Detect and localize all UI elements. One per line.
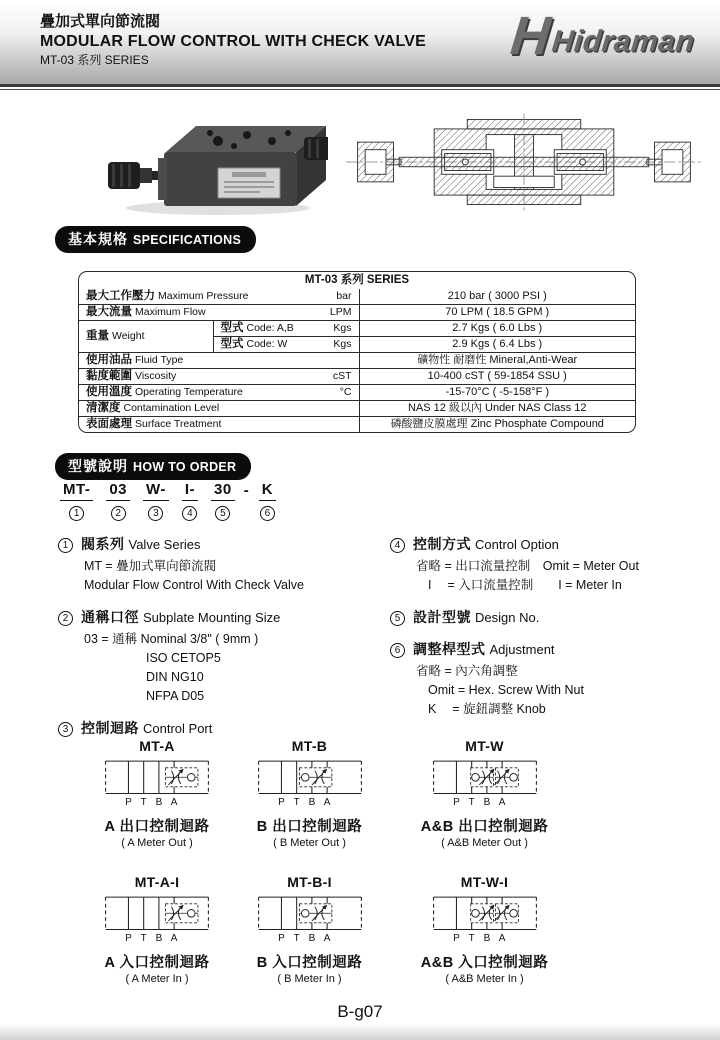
spec-label: 黏度範圍 Viscosity cST	[79, 369, 359, 385]
code-segment	[211, 482, 235, 521]
order-title-en: HOW TO ORDER	[133, 460, 237, 474]
code-separator: -	[243, 482, 249, 499]
code-token: I-	[182, 482, 198, 501]
spec-label: 最大工作壓力 Maximum Pressure bar	[79, 289, 359, 305]
order-items-left	[58, 534, 388, 750]
diagram-caption-zh: A&B 出口控制迴路	[420, 819, 549, 835]
order-item-title: 4 控制方式 Control Option	[390, 534, 714, 554]
spec-value: 礦物性 耐磨性 Mineral,Anti-Wear	[359, 353, 635, 369]
diagram-model-name: MT-W-I	[460, 874, 509, 890]
diagram-caption-en: ( B Meter Out )	[273, 837, 346, 849]
logo-h-icon: H	[507, 6, 553, 66]
diagram-caption-zh: A 入口控制迴路	[104, 955, 210, 971]
code-segment-number: 6	[260, 506, 275, 521]
svg-text:B: B	[308, 796, 315, 808]
svg-text:P: P	[277, 932, 285, 944]
svg-text:B: B	[483, 932, 490, 944]
control-port-diagram	[232, 738, 387, 849]
order-item	[58, 718, 388, 738]
svg-text:A: A	[323, 932, 330, 944]
valve-symbol	[98, 893, 216, 945]
spec-row	[79, 401, 635, 417]
spec-title-zh: 基本規格	[68, 231, 128, 247]
order-item-line: DIN NG10	[146, 670, 204, 684]
order-item	[390, 639, 714, 719]
svg-text:A: A	[170, 796, 178, 808]
order-item-line: ISO CETOP5	[146, 651, 221, 665]
svg-text:T: T	[140, 796, 147, 808]
page-header	[0, 0, 720, 84]
bottom-fade	[0, 1024, 720, 1040]
order-item-line: I = 入口流量控制 I = Meter In	[428, 578, 622, 592]
svg-text:A: A	[498, 932, 505, 944]
order-item-line: Modular Flow Control With Check Valve	[84, 578, 304, 592]
order-item-line: 省略 = 內六角調整	[416, 664, 518, 678]
order-item-line: K = 旋鈕調整 Knob	[428, 702, 546, 716]
svg-text:A: A	[498, 796, 505, 808]
spec-row	[79, 305, 635, 321]
valve-product-photo	[100, 100, 328, 223]
order-item	[58, 534, 388, 595]
spec-row	[79, 385, 635, 401]
svg-text:B: B	[308, 932, 315, 944]
spec-value: 210 bar ( 3000 PSI )	[359, 289, 635, 305]
valve-symbol	[251, 757, 369, 809]
svg-text:T: T	[140, 932, 147, 944]
svg-text:P: P	[125, 796, 132, 808]
diagram-model-name: MT-A-I	[134, 874, 180, 890]
spec-table-header: MT-03 系列 SERIES	[304, 274, 410, 287]
spec-value: -15-70°C ( -5-158°F )	[359, 385, 635, 401]
valve-symbol	[251, 893, 369, 945]
spec-table-header-row	[79, 272, 635, 289]
spec-value: 70 LPM ( 18.5 GPM )	[359, 305, 635, 321]
diagram-model-name: MT-W	[465, 738, 504, 754]
diagram-caption-zh: B 入口控制迴路	[256, 955, 363, 971]
header-rule-thick	[0, 84, 720, 87]
page-number: B-g07	[337, 1002, 383, 1021]
svg-text:P: P	[452, 796, 460, 808]
order-item-line: NFPA D05	[146, 689, 205, 703]
code-token: MT-	[60, 482, 93, 501]
svg-text:A: A	[323, 796, 330, 808]
order-item-line: MT = 疊加式單向節流閥	[84, 559, 217, 573]
diagram-caption-zh: B 出口控制迴路	[256, 819, 363, 835]
valve-cross-section-drawing	[333, 110, 715, 219]
spec-label: 最大流量 Maximum Flow LPM	[79, 305, 359, 321]
svg-text:P: P	[452, 932, 460, 944]
control-port-diagram	[82, 738, 232, 849]
spec-value: 2.9 Kgs ( 6.4 Lbs )	[359, 337, 635, 353]
spec-label: 使用油品 Fluid Type	[79, 353, 359, 369]
svg-text:T: T	[293, 932, 300, 944]
item-number: 1	[58, 538, 73, 553]
spec-row	[79, 321, 635, 337]
valve-symbol	[98, 757, 216, 809]
diagram-caption-en: ( A&B Meter In )	[445, 973, 524, 985]
order-item-title: 1 閥系列 Valve Series	[58, 534, 388, 554]
svg-text:B: B	[155, 932, 163, 944]
order-item-line: 03 = 通稱 Nominal 3/8" ( 9mm )	[84, 632, 259, 646]
spec-value: NAS 12 級以內 Under NAS Class 12	[359, 401, 635, 417]
svg-text:B: B	[483, 796, 490, 808]
diagram-caption-en: ( A Meter In )	[125, 973, 189, 985]
code-segment-number: 1	[69, 506, 84, 521]
control-port-diagram	[232, 874, 387, 985]
order-item-title: 5 設計型號 Design No.	[390, 607, 714, 627]
order-item-title: 3 控制迴路 Control Port	[58, 718, 388, 738]
code-segment-number: 2	[111, 506, 126, 521]
valve-symbol	[426, 757, 544, 809]
svg-text:T: T	[468, 932, 475, 944]
item-number: 2	[58, 611, 73, 626]
specifications-table	[78, 271, 636, 433]
code-segment	[143, 482, 169, 521]
order-item-title: 2 通稱口徑 Subplate Mounting Size	[58, 607, 388, 627]
control-port-diagrams	[82, 738, 602, 985]
svg-text:T: T	[468, 796, 475, 808]
code-segment-number: 5	[215, 506, 230, 521]
order-items-right	[390, 534, 714, 731]
code-segment	[259, 482, 276, 521]
code-token: 03	[106, 482, 130, 501]
spec-title-en: SPECIFICATIONS	[133, 233, 242, 247]
spec-label: 表面處理 Surface Treatment	[79, 417, 359, 433]
order-item	[58, 607, 388, 706]
diagram-model-name: MT-A	[139, 738, 175, 754]
spec-value: 10-400 cST ( 59-1854 SSU )	[359, 369, 635, 385]
order-item-title: 6 調整桿型式 Adjustment	[390, 639, 714, 659]
code-segment	[60, 482, 93, 521]
valve-symbol	[426, 893, 544, 945]
svg-text:T: T	[293, 796, 300, 808]
spec-row	[79, 353, 635, 369]
diagram-model-name: MT-B	[291, 738, 328, 754]
diagram-caption-en: ( A&B Meter Out )	[441, 837, 528, 849]
title-series: MT-03 系列 SERIES	[40, 52, 149, 67]
item-number: 5	[390, 611, 405, 626]
spec-sublabel: 型式 Code: A,B Kgs	[213, 321, 359, 337]
spec-label: 重量 Weight	[79, 321, 213, 353]
title-chinese: 疊加式單向節流閥	[40, 13, 161, 30]
spec-sublabel: 型式 Code: W Kgs	[213, 337, 359, 353]
spec-label: 清潔度 Contamination Level	[79, 401, 359, 417]
diagram-caption-en: ( B Meter In )	[277, 973, 342, 985]
order-item	[390, 534, 714, 595]
svg-text:P: P	[125, 932, 132, 944]
svg-text:B: B	[155, 796, 163, 808]
title-english: MODULAR FLOW CONTROL WITH CHECK VALVE	[40, 32, 427, 50]
header-rule-thin	[0, 89, 720, 90]
code-segment	[182, 482, 198, 521]
specifications-section-header	[55, 226, 256, 253]
code-segment-number: 4	[182, 506, 197, 521]
order-title-zh: 型號說明	[68, 458, 128, 474]
item-number: 4	[390, 538, 405, 553]
code-segment	[106, 482, 130, 521]
hidraman-logo	[507, 6, 696, 66]
order-item	[390, 607, 714, 627]
spec-row	[79, 289, 635, 305]
diagram-caption-zh: A 出口控制迴路	[104, 819, 210, 835]
header-titles	[40, 13, 426, 68]
spec-value: 磷酸鹽皮膜處理 Zinc Phosphate Compound	[359, 417, 635, 433]
diagram-model-name: MT-B-I	[287, 874, 332, 890]
svg-text:A: A	[170, 932, 178, 944]
spec-label: 使用溫度 Operating Temperature °C	[79, 385, 359, 401]
how-to-order-section-header	[55, 453, 251, 480]
spec-value: 2.7 Kgs ( 6.0 Lbs )	[359, 321, 635, 337]
code-token: K	[259, 482, 276, 501]
control-port-diagram	[387, 738, 582, 849]
order-item-line: 省略 = 出口流量控制 Omit = Meter Out	[416, 559, 639, 573]
code-token: 30	[211, 482, 235, 501]
control-port-diagram	[82, 874, 232, 985]
code-segment-number: 3	[148, 506, 163, 521]
diagram-caption-zh: A&B 入口控制迴路	[420, 955, 549, 971]
svg-text:P: P	[277, 796, 285, 808]
code-token: W-	[143, 482, 169, 501]
model-code	[60, 482, 289, 521]
spec-row	[79, 369, 635, 385]
control-port-diagram	[387, 874, 582, 985]
spec-row	[79, 417, 635, 433]
item-number: 3	[58, 722, 73, 737]
item-number: 6	[390, 643, 405, 658]
order-item-line: Omit = Hex. Screw With Nut	[428, 683, 584, 697]
logo-wordmark: Hidraman	[549, 24, 696, 58]
diagram-caption-en: ( A Meter Out )	[121, 837, 193, 849]
